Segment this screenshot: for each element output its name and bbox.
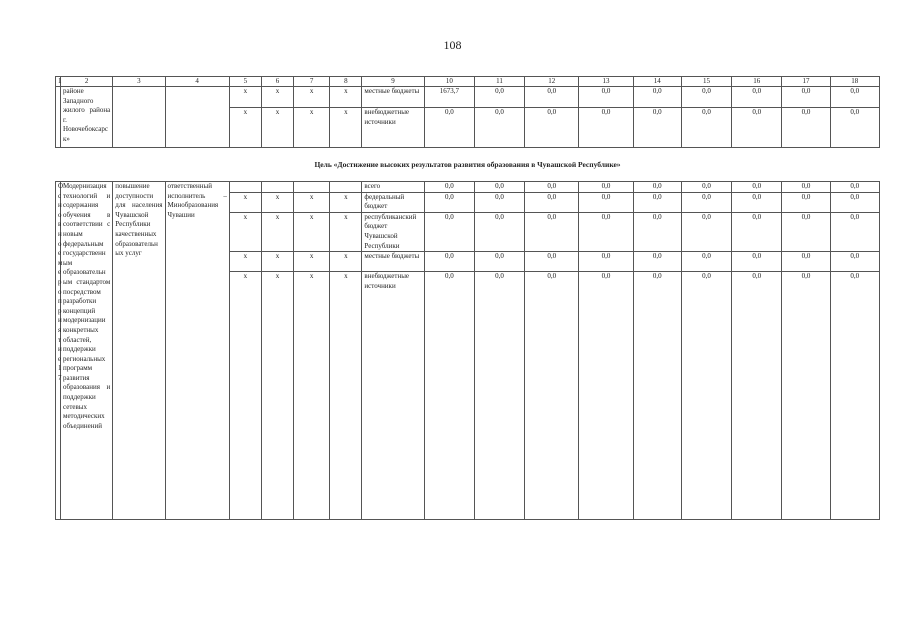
mark-cell: x: [330, 108, 362, 148]
event-description: Модернизация технологий и содержания обучения в соответствии с новым федеральным государственным образовательным стандартом посредством разработки концепций модернизации конкретных областей, поддержки региональных программ развития образования и поддержки сетевых методических объединений: [61, 182, 113, 520]
value-cell: 0,0: [830, 252, 879, 272]
value-cell: 0,0: [732, 108, 782, 148]
page-number: 108: [443, 38, 462, 52]
value-cell: 0,0: [474, 252, 524, 272]
value-cell: 0,0: [633, 87, 681, 108]
value-cell: 0,0: [782, 252, 830, 272]
mark-cell: x: [229, 252, 261, 272]
event-number: Основное мероприятие 17: [56, 182, 61, 520]
cell-empty: [113, 87, 165, 148]
mark-cell: x: [261, 272, 293, 520]
value-cell: 0,0: [633, 182, 681, 193]
funding-source: всего: [362, 182, 424, 193]
value-cell: 0,0: [732, 192, 782, 212]
value-cell: 0,0: [681, 108, 731, 148]
mark-cell: [330, 182, 362, 193]
mark-cell: x: [330, 212, 362, 251]
column-number: 12: [525, 77, 579, 87]
column-number: 8: [330, 77, 362, 87]
column-number: 5: [229, 77, 261, 87]
value-cell: 0,0: [782, 272, 830, 520]
column-number: 6: [261, 77, 293, 87]
mark-cell: x: [229, 272, 261, 520]
funding-source: местные бюджеты: [362, 252, 424, 272]
value-cell: 0,0: [525, 252, 579, 272]
object-name: районе Западного жилого района г. Новочебоксарск»: [61, 87, 113, 148]
funding-source: внебюджетные источники: [362, 108, 424, 148]
value-cell: 0,0: [782, 87, 830, 108]
value-cell: 0,0: [474, 87, 524, 108]
value-cell: 0,0: [525, 272, 579, 520]
value-cell: 0,0: [633, 108, 681, 148]
mark-cell: x: [294, 192, 330, 212]
value-cell: 0,0: [474, 212, 524, 251]
value-cell: 0,0: [633, 252, 681, 272]
value-cell: 0,0: [633, 212, 681, 251]
column-number: 1: [56, 77, 61, 87]
mark-cell: x: [261, 87, 293, 108]
value-cell: 0,0: [782, 192, 830, 212]
value-cell: 0,0: [633, 272, 681, 520]
column-number: 14: [633, 77, 681, 87]
value-cell: 0,0: [525, 87, 579, 108]
column-number: 10: [424, 77, 474, 87]
value-cell: 0,0: [830, 272, 879, 520]
mark-cell: [229, 182, 261, 193]
value-cell: 0,0: [579, 192, 633, 212]
table-row: [56, 182, 880, 193]
column-number: 11: [474, 77, 524, 87]
mark-cell: x: [261, 192, 293, 212]
mark-cell: x: [294, 212, 330, 251]
header-row: [56, 77, 880, 87]
mark-cell: x: [294, 252, 330, 272]
goal-title: Цель «Достижение высоких результатов развития образования в Чувашской Республике»: [314, 160, 621, 169]
value-cell: 0,0: [474, 272, 524, 520]
funding-source: республиканский бюджет Чувашской Республики: [362, 212, 424, 251]
column-number: 18: [830, 77, 879, 87]
value-cell: 0,0: [681, 252, 731, 272]
value-cell: 0,0: [579, 87, 633, 108]
value-cell: 1673,7: [424, 87, 474, 108]
mark-cell: x: [229, 87, 261, 108]
funding-source: местные бюджеты: [362, 87, 424, 108]
value-cell: 0,0: [830, 182, 879, 193]
value-cell: 0,0: [633, 192, 681, 212]
column-number: 7: [294, 77, 330, 87]
column-number: 15: [681, 77, 731, 87]
mark-cell: x: [330, 192, 362, 212]
mark-cell: x: [294, 87, 330, 108]
value-cell: 0,0: [525, 192, 579, 212]
value-cell: 0,0: [782, 212, 830, 251]
value-cell: 0,0: [525, 212, 579, 251]
value-cell: 0,0: [525, 182, 579, 193]
mark-cell: x: [261, 212, 293, 251]
value-cell: 0,0: [732, 87, 782, 108]
value-cell: 0,0: [579, 182, 633, 193]
column-number: 4: [165, 77, 229, 87]
value-cell: 0,0: [681, 87, 731, 108]
mark-cell: x: [261, 108, 293, 148]
value-cell: 0,0: [424, 108, 474, 148]
value-cell: 0,0: [474, 182, 524, 193]
mark-cell: x: [261, 252, 293, 272]
mark-cell: x: [229, 192, 261, 212]
column-number: 17: [782, 77, 830, 87]
value-cell: 0,0: [681, 272, 731, 520]
table-continuation: [55, 76, 880, 148]
mark-cell: x: [330, 87, 362, 108]
value-cell: 0,0: [732, 212, 782, 251]
value-cell: 0,0: [681, 192, 731, 212]
value-cell: 0,0: [525, 108, 579, 148]
table-main-event: [55, 181, 880, 520]
mark-cell: x: [229, 212, 261, 251]
table-row: [56, 87, 880, 108]
mark-cell: x: [294, 108, 330, 148]
mark-cell: [294, 182, 330, 193]
value-cell: 0,0: [732, 252, 782, 272]
value-cell: 0,0: [424, 192, 474, 212]
mark-cell: x: [294, 272, 330, 520]
mark-cell: x: [330, 252, 362, 272]
value-cell: 0,0: [474, 108, 524, 148]
column-number: 3: [113, 77, 165, 87]
value-cell: 0,0: [474, 192, 524, 212]
mark-cell: x: [330, 272, 362, 520]
value-cell: 0,0: [424, 272, 474, 520]
value-cell: 0,0: [579, 272, 633, 520]
mark-cell: x: [229, 108, 261, 148]
value-cell: 0,0: [830, 87, 879, 108]
value-cell: 0,0: [424, 252, 474, 272]
value-cell: 0,0: [782, 182, 830, 193]
funding-source: федеральный бюджет: [362, 192, 424, 212]
column-number: 13: [579, 77, 633, 87]
value-cell: 0,0: [681, 182, 731, 193]
event-executor: ответственный исполнитель – Минобразования Чувашии: [165, 182, 229, 520]
value-cell: 0,0: [579, 252, 633, 272]
value-cell: 0,0: [424, 212, 474, 251]
value-cell: 0,0: [732, 182, 782, 193]
mark-cell: [261, 182, 293, 193]
cell-empty: [165, 87, 229, 148]
value-cell: 0,0: [579, 108, 633, 148]
value-cell: 0,0: [681, 212, 731, 251]
column-number: 2: [61, 77, 113, 87]
funding-source: внебюджетные источники: [362, 272, 424, 520]
value-cell: 0,0: [830, 108, 879, 148]
column-number: 9: [362, 77, 424, 87]
value-cell: 0,0: [579, 212, 633, 251]
value-cell: 0,0: [782, 108, 830, 148]
event-goal: повышение доступности для населения Чувашской Республики качественных образовательных услуг: [113, 182, 165, 520]
value-cell: 0,0: [732, 272, 782, 520]
column-number: 16: [732, 77, 782, 87]
value-cell: 0,0: [830, 212, 879, 251]
value-cell: 0,0: [424, 182, 474, 193]
value-cell: 0,0: [830, 192, 879, 212]
